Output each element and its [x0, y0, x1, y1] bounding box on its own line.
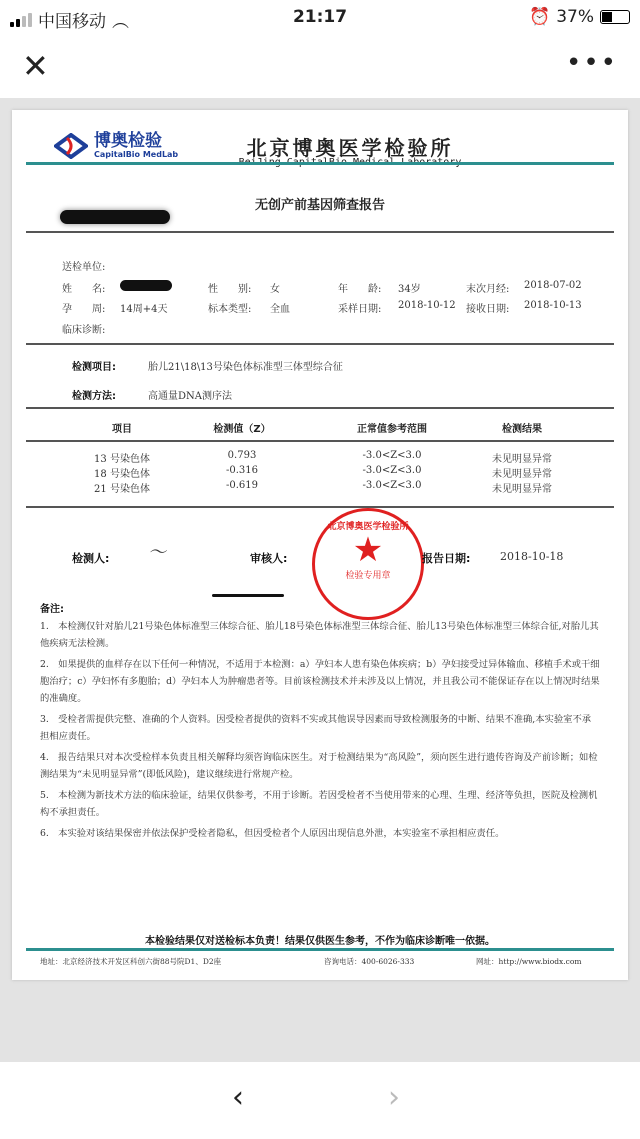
tester-signature: 〜 [148, 542, 166, 563]
nav-bar [0, 36, 640, 98]
note-item: 4. 报告结果只对本次受检样本负责且相关解释均须咨询临床医生。对于检测结果为“高风险”，须向医生进行遗传咨询及产前诊断；如检测结果为“未见明显异常”(即低风险)，建议继续进行常规产检。 [40, 752, 598, 780]
note-item: 6. 本实验对该结果保密并依法保护受检者隐私，但因受检者个人原因出现信息外泄，本实验室不承担相应责任。 [40, 828, 505, 839]
divider [26, 162, 614, 165]
alarm-icon: ⏰ [529, 7, 551, 27]
divider [26, 231, 614, 233]
note-item: 5. 本检测为新技术方法的临床验证，结果仅供参考，不用于诊断。若因受检者不当使用带来的心理、生理、经济等负担，医院及检测机构不承担责任。 [40, 790, 598, 818]
table-cell: 21 号染色体 [94, 484, 150, 495]
clock: 21:17 [292, 7, 348, 27]
table-cell: 18 号染色体 [94, 469, 150, 480]
battery-icon [600, 10, 630, 24]
official-stamp: 北京博奥医学检验所 ★ 检验专用章 [312, 508, 424, 620]
wifi-icon: ︵ [112, 12, 129, 32]
chevron-right-icon[interactable]: › [388, 1080, 400, 1115]
note-item: 1. 本检测仅针对胎儿21号染色体标准型三体综合征、胎儿18号染色体标准型三体综合征、胎儿13号染色体标准型三体综合征,对胎儿其他疾病无法检测。 [40, 621, 599, 649]
more-icon[interactable]: ••• [565, 48, 618, 78]
bottom-toolbar [0, 1062, 640, 1139]
redacted-text [60, 210, 170, 224]
report-title: 无创产前基因筛查报告 [254, 198, 385, 213]
redacted-line [212, 594, 284, 597]
status-bar [0, 0, 640, 36]
table-cell: -3.0<Z<3.0 [362, 450, 422, 461]
table-cell: 未见明显异常 [492, 469, 552, 480]
redacted-name [120, 280, 172, 291]
note-item: 3. 受检者需提供完整、准确的个人资料。因受检者提供的资料不实或其他误导因素而导致检测服务的中断、结果不准确,本实验室不承担相应责任。 [40, 714, 592, 742]
notes-list [40, 618, 600, 846]
table-cell: -3.0<Z<3.0 [362, 480, 422, 491]
table-cell: 0.793 [227, 450, 257, 461]
table-cell: -3.0<Z<3.0 [362, 465, 422, 476]
logo: 博奥检验 CapitalBio MedLab [54, 132, 178, 159]
table-cell: -0.316 [225, 465, 258, 476]
chevron-left-icon[interactable]: ‹ [232, 1080, 244, 1115]
table-cell: 未见明显异常 [492, 454, 552, 465]
report-document: 博奥检验 CapitalBio MedLab 北京博奥医学检验所 无创产前基因筛查报告 送检单位: 姓 名: 性 别: 女 年 龄: 34岁 末次月经: 2018-07-02 孕 周: 14周+4天 标本类型: 全血 采样日期: 2018-10-12 接收日期: 2018-10-13 临床诊断: 检测项目: 胎儿21\18\13号染色体标准型三体型综合征 检测方法: 高通量DNA测序法 项目 检测值（Z） 正常值参考范围 检测结果 13 号染色体 0.793 -3.0<Z<3.0 未见明显异常 18 号染色体 -0.316 -3.0<Z<3.0 未见明显异常 21 号染色体 -0.619 -3.0<Z<3.0 未见明显异常 检测人: 〜 审核人: 北京博奥医学检验所 ★ 检验专用章 报告日期: 2018-10-18 备注: 1. 本检测仅针对胎儿21号染色体标准型三体综合征、胎儿18号染色体标准型三体综合征、胎儿13号染色体标准型三体综合征,对胎儿其他疾病无法检测。 2. 如果提供的血样存在以下任何一种情况，不适用于本检测：a）孕妇本人患有染色体疾病；b）孕妇接受过异体输血、移植手术或干细胞治疗；c）孕妇怀有多胞胎；d）孕妇本人为肿瘤患者等。目前该检测技术并未涉及以上情况，并且我公司不能保证存在以上情况时结果的准确度。 3. 受检者需提供完整、准确的个人资料。因受检者提供的资料不实或其他误导因素而导致检测服务的中断、结果不准确,本实验室不承担相应责任。 4. 报告结果只对本次受检样本负责且相关解释均须咨询临床医生。对于检测结果为“高风险”，须向医生进行遗传咨询及产前诊断；如检测结果为“未见明显异常”(即低风险)，建议继续进行常规产检。 5. 本检测为新技术方法的临床验证，结果仅供参考，不用于诊断。若因受检者不当使用带来的心理、生理、经济等负担，医院及检测机构不承担责任。 6. 本实验对该结果保密并依法保护受检者隐私，但因受检者个人原因出现信息外泄，本实验室不承担相应责任。 本检验结果仅对送检标本负责！结果仅供医生参考，不作为临床诊断唯一依据。 地址：北京经济技术开发区科创六街88号院D1、D2座 咨询电话：400-6026-333 网址：http://www.biodx.com [12, 110, 628, 980]
table-cell: 13 号染色体 [94, 454, 150, 465]
battery-percent: 37% [556, 7, 594, 27]
close-icon[interactable]: ✕ [22, 47, 49, 85]
lab-name: 北京博奥医学检验所 [246, 136, 454, 160]
disclaimer: 本检验结果仅对送检标本负责！结果仅供医生参考，不作为临床诊断唯一依据。 [145, 936, 495, 947]
note-item: 2. 如果提供的血样存在以下任何一种情况，不适用于本检测：a）孕妇本人患有染色体疾病；b）孕妇接受过异体输血、移植手术或干细胞治疗；c）孕妇怀有多胞胎；d）孕妇本人为肿瘤患者等。目前该检测技术并未涉及以上情况，并且我公司不能保证存在以上情况时结果的准确度。 [40, 659, 600, 704]
table-cell: -0.619 [225, 480, 258, 491]
carrier: 中国移动 [38, 12, 106, 32]
table-cell: 未见明显异常 [492, 484, 552, 495]
